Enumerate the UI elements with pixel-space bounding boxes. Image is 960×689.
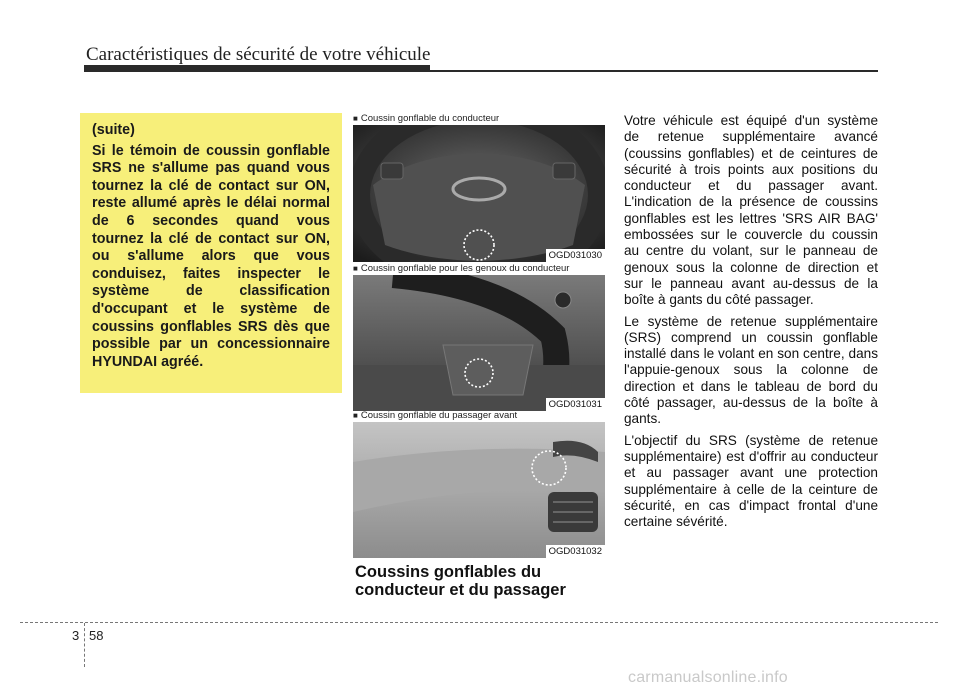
figure-caption-text: Coussin gonflable pour les genoux du conducteur	[360, 263, 570, 274]
page-chapter-number: 3	[72, 628, 80, 643]
figure-caption-text: Coussin gonflable du passager avant	[360, 410, 518, 421]
figure-code: OGD031031	[546, 398, 605, 411]
figure-photo	[353, 422, 605, 558]
figure-driver-airbag	[353, 112, 605, 262]
figure-caption-text: Coussin gonflable du conducteur	[360, 113, 500, 124]
figure-photo	[353, 275, 605, 411]
figure-code: OGD031030	[546, 249, 605, 262]
body-column	[624, 113, 878, 535]
body-paragraph: Votre véhicule est équipé d'un système de retenue supplémentaire avancé (coussins gonflables) et de ceintures de sécurité à trois points aux positions du conducteur et du passager avant. L'indication de la présence de coussins gonflables est les lettres 'SRS AIR BAG' embossées sur le couvercle du coussin au centre du volant, sur le panneau de genoux sous la colonne de direction et sur le panneau avant au-dessus de la boîte à gants du côté passager.	[624, 113, 878, 308]
body-paragraph: L'objectif du SRS (système de retenue supplémentaire) est d'offrir au conducteur et au passager avant une protection supplémentaire à celle de la ceinture de sécurité, en cas d'impact frontal d'une certaine sévérité.	[624, 432, 878, 530]
body-paragraph: Le système de retenue supplémentaire (SRS) comprend un coussin gonflable installé dans le volant en son centre, dans l'appuie-genoux sous la colonne de direction et dans le tableau de bord du côté passager, au-dessus de la boîte à gants.	[624, 313, 878, 427]
warning-text: Si le témoin de coussin gonflable SRS ne s'allume pas quand vous tournez la clé de contact sur ON, reste allumé après le délai normal de 6 secondes quand vous tournez la clé de contact sur ON, ou s'allume alors que vous conduisez, faites inspecter le système de classification d'occupant et le système de coussins gonflables SRS dès que possible par un concessionnaire HYUNDAI agréé.	[92, 142, 330, 370]
figure-caption	[353, 409, 605, 422]
page-header-title: Caractéristiques de sécurité de votre véhicule	[86, 44, 431, 65]
figure-code: OGD031032	[546, 545, 605, 558]
footer-vertical-dashed-rule	[84, 623, 85, 667]
header-rule-thin	[84, 70, 878, 72]
figure-caption	[353, 112, 605, 125]
watermark-text: carmanualsonline.info	[628, 669, 788, 686]
section-title: Coussins gonflables du conducteur et du passager	[355, 563, 566, 599]
footer-dashed-rule	[20, 622, 938, 623]
warning-box	[80, 113, 342, 393]
black-square-icon: ■	[353, 264, 358, 273]
black-square-icon: ■	[353, 114, 358, 123]
warning-heading: (suite)	[92, 122, 135, 138]
figure-knee-airbag	[353, 262, 605, 411]
figure-photo	[353, 125, 605, 262]
figure-caption	[353, 262, 605, 275]
figure-passenger-airbag	[353, 409, 605, 558]
page-number: 58	[89, 628, 104, 643]
black-square-icon: ■	[353, 411, 358, 420]
